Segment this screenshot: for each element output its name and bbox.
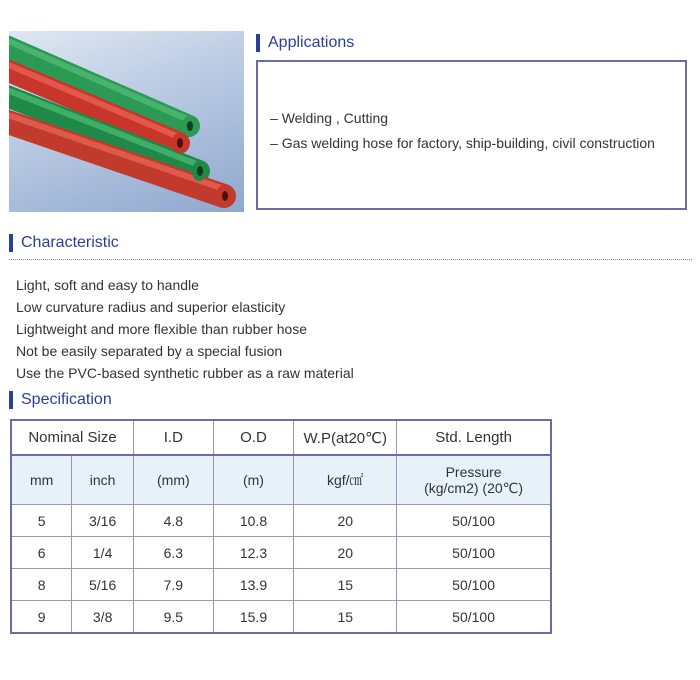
cell-mm: 8 — [11, 569, 72, 601]
cell-od: 13.9 — [213, 569, 294, 601]
applications-list — [270, 108, 655, 158]
table-subheader-row — [11, 455, 551, 505]
cell-mm: 5 — [11, 505, 72, 537]
header-nominal-size: Nominal Size — [11, 420, 134, 455]
header-wp: W.P(at20℃) — [294, 420, 397, 455]
cell-mm: 6 — [11, 537, 72, 569]
subheader-id-unit: (mm) — [134, 455, 214, 505]
divider — [9, 259, 692, 260]
cell-id: 4.8 — [134, 505, 214, 537]
applications-box — [256, 60, 687, 210]
table-row — [11, 569, 551, 601]
list-item: Not be easily separated by a special fusion — [16, 343, 283, 359]
cell-od: 12.3 — [213, 537, 294, 569]
list-item: Use the PVC-based synthetic rubber as a raw material — [16, 365, 354, 381]
cell-id: 9.5 — [134, 601, 214, 634]
specification-table — [10, 419, 552, 634]
list-item: Lightweight and more flexible than rubber hose — [16, 321, 308, 337]
cell-id: 7.9 — [134, 569, 214, 601]
list-item: – Welding , Cutting — [270, 108, 655, 133]
table-row — [11, 601, 551, 634]
pressure-unit: (kg/cm2) (20℃) — [424, 479, 524, 496]
header-od: O.D — [213, 420, 294, 455]
header-id: I.D — [134, 420, 214, 455]
cell-length: 50/100 — [397, 505, 551, 537]
subheader-pressure — [397, 455, 551, 505]
cell-length: 50/100 — [397, 569, 551, 601]
cell-wp: 20 — [294, 537, 397, 569]
table-row — [11, 537, 551, 569]
subheader-inch: inch — [72, 455, 134, 505]
header-std-length: Std. Length — [397, 420, 551, 455]
cell-wp: 15 — [294, 569, 397, 601]
list-item: Light, soft and easy to handle — [16, 277, 199, 293]
pressure-label: Pressure — [445, 463, 502, 480]
characteristic-title: Characteristic — [9, 233, 119, 253]
table-header-row — [11, 420, 551, 455]
cell-od: 15.9 — [213, 601, 294, 634]
cell-length: 50/100 — [397, 601, 551, 634]
specification-title: Specification — [9, 390, 112, 410]
list-item: – Gas welding hose for factory, ship-building, civil construction — [270, 133, 655, 158]
cell-id: 6.3 — [134, 537, 214, 569]
table-row — [11, 505, 551, 537]
cell-inch: 3/16 — [72, 505, 134, 537]
hose-illustration — [9, 31, 244, 212]
subheader-wp-unit: kgf/㎠ — [294, 455, 397, 505]
subheader-mm: mm — [11, 455, 72, 505]
cell-wp: 15 — [294, 601, 397, 634]
cell-inch: 3/8 — [72, 601, 134, 634]
cell-mm: 9 — [11, 601, 72, 634]
cell-inch: 5/16 — [72, 569, 134, 601]
cell-wp: 20 — [294, 505, 397, 537]
applications-title: Applications — [256, 33, 354, 53]
cell-inch: 1/4 — [72, 537, 134, 569]
characteristic-list — [16, 274, 354, 384]
subheader-od-unit: (m) — [213, 455, 294, 505]
cell-length: 50/100 — [397, 537, 551, 569]
cell-od: 10.8 — [213, 505, 294, 537]
hose-photo — [9, 31, 244, 212]
list-item: Low curvature radius and superior elasticity — [16, 299, 286, 315]
